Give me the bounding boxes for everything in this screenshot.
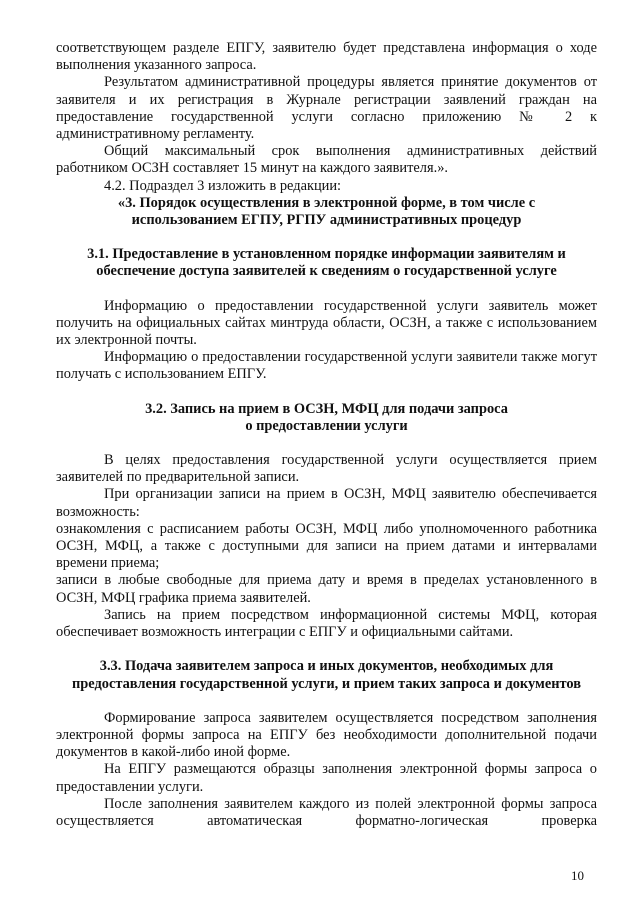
paragraph: Информацию о предоставлении государственной услуги заявители также могут получать с использованием ЕПГУ. <box>56 349 597 383</box>
paragraph: При организации записи на прием в ОСЗН, МФЦ заявителю обеспечивается возможность: <box>56 486 597 520</box>
paragraph: записи в любые свободные для приема дату и время в пределах установленного в ОСЗН, МФЦ графика приема заявителей. <box>56 572 597 606</box>
subsection-heading: о предоставлении услуги <box>245 417 408 434</box>
paragraph: В целях предоставления государственной услуги осуществляется прием заявителей по предварительной записи. <box>56 452 597 486</box>
paragraph: Результатом административной процедуры является принятие документов от заявителя и их регистрация в Журнале регистрации заявлений граждан на предоставление государственной услуги согласно приложению № 2 к административному регламенту. <box>56 74 597 143</box>
paragraph: Формирование запроса заявителем осуществляется посредством заполнения электронной формы запроса на ЕПГУ без необходимости дополнительной подачи документов в какой-либо иной форме. <box>56 709 597 761</box>
paragraph: После заполнения заявителем каждого из полей электронной формы запроса осуществляется автоматическая форматно-логическая проверка <box>56 795 597 829</box>
paragraph: Информацию о предоставлении государственной услуги заявитель может получить на официальных сайтах минтруда области, ОСЗН, а также с использованием их электронной почты. <box>56 297 597 349</box>
subsection-heading: 3.2. Запись на прием в ОСЗН, МФЦ для подачи запроса <box>145 400 508 417</box>
section-heading: «3. Порядок осуществления в электронной форме, в том числе с использованием ЕГПУ, РГПУ административных процедур <box>117 194 536 229</box>
subsection-heading: 3.3. Подача заявителем запроса и иных документов, необходимых для предоставления государственной услуги, и прием таких запроса и документов <box>72 658 581 692</box>
paragraph: Общий максимальный срок выполнения административных действий работником ОСЗН составляет 15 минут на каждого заявителя.». <box>56 143 597 177</box>
paragraph: Запись на прием посредством информационной системы МФЦ, которая обеспечивает возможность интеграции с ЕПГУ и официальными сайтами. <box>56 606 597 641</box>
paragraph: 4.2. Подраздел 3 изложить в редакции: <box>104 177 342 194</box>
page-number: 10 <box>571 868 584 883</box>
subsection-heading: 3.1. Предоставление в установленном порядке информации заявителям и обеспечение доступа заявителей к сведениям о государственной услуге <box>87 246 566 280</box>
paragraph: соответствующем разделе ЕПГУ, заявителю будет представлена информация о ходе выполнения указанного запроса. <box>56 40 597 74</box>
page-content <box>56 40 597 830</box>
paragraph: На ЕПГУ размещаются образцы заполнения электронной формы запроса о предоставлении услуги. <box>56 761 597 795</box>
paragraph: ознакомления с расписанием работы ОСЗН, МФЦ либо уполномоченного работника ОСЗН, МФЦ, а также с доступными для записи на прием датами и интервалами времени приема; <box>56 520 597 572</box>
